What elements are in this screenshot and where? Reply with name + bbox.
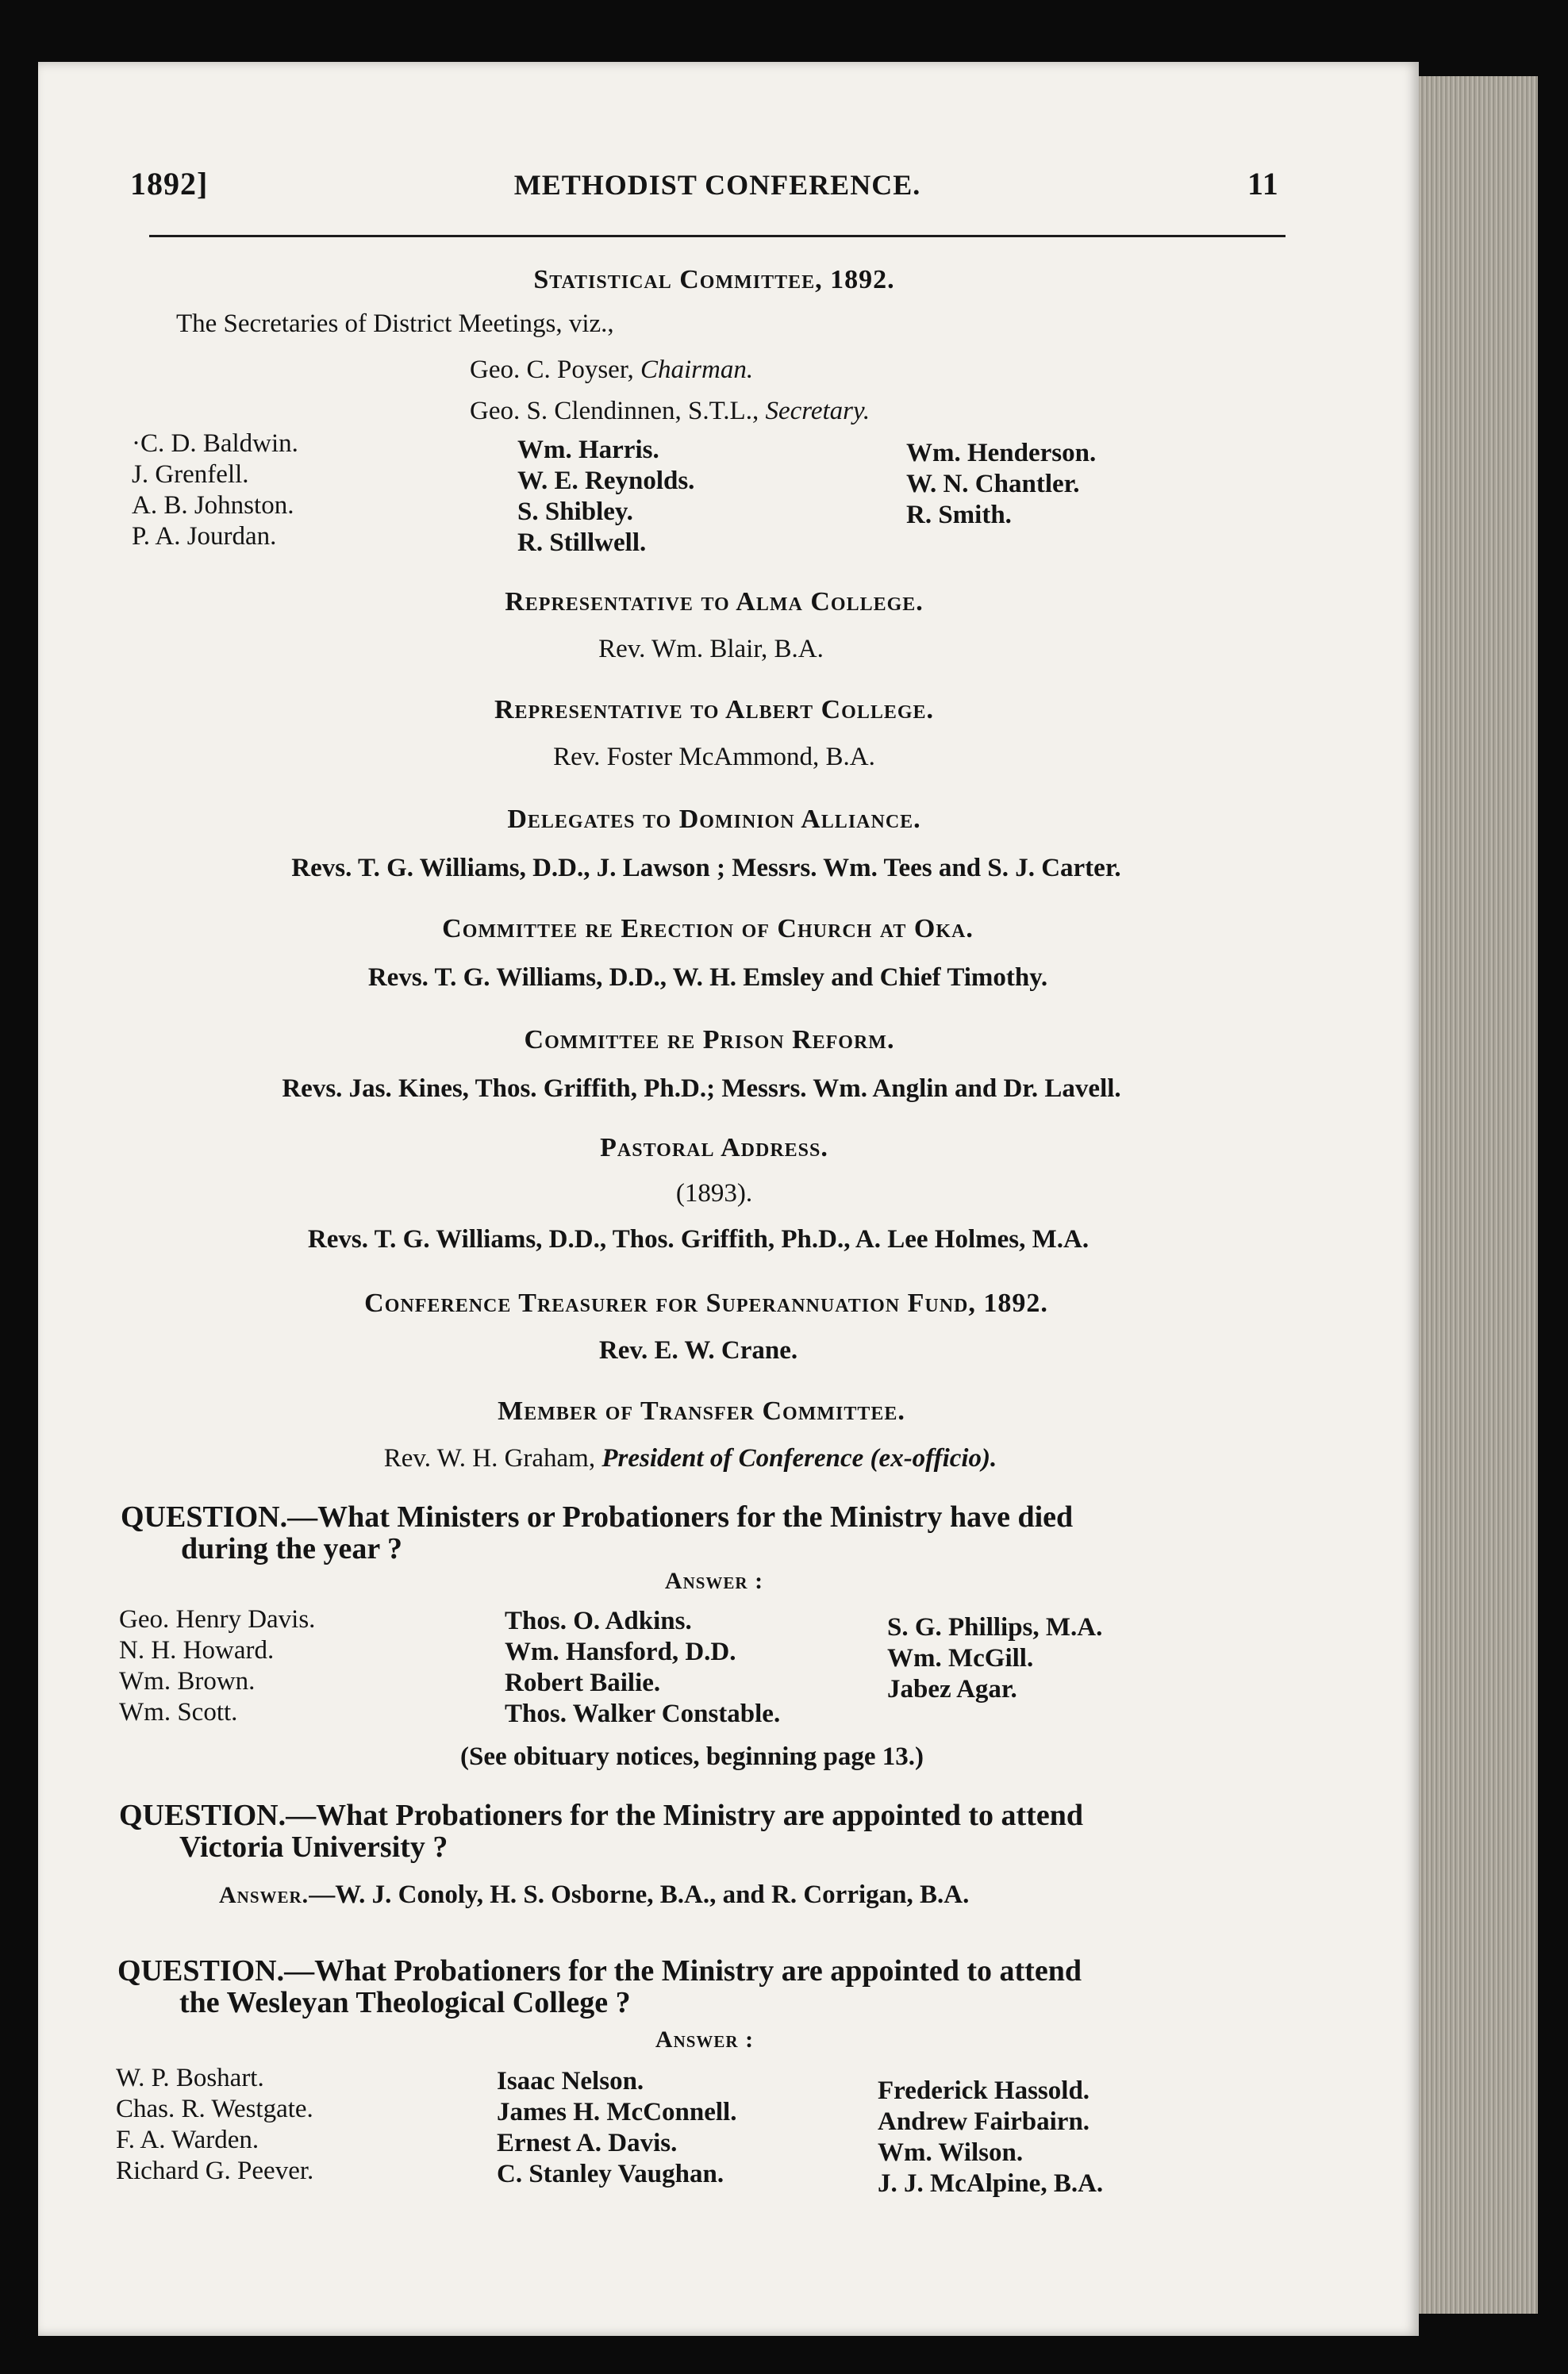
list-item: Wm. Scott. <box>119 1698 238 1727</box>
list-item: S. Shibley. <box>517 497 633 526</box>
transfer-line <box>384 1444 997 1473</box>
list-item: Thos. O. Adkins. <box>505 1607 692 1635</box>
list-item: R. Stillwell. <box>517 528 647 557</box>
list-item: Wm. Harris. <box>517 436 659 464</box>
list-item: R. Smith. <box>906 501 1012 529</box>
statistical-secretary <box>470 397 870 426</box>
statistical-intro: The Secretaries of District Meetings, viz., <box>176 309 614 338</box>
question-wesleyan-line-1: QUESTION.—What Probationers for the Ministry are appointed to attend <box>117 1954 1082 1988</box>
question-victoria-line-2: Victoria University ? <box>179 1830 448 1864</box>
transfer-role: President of Conference (ex-officio). <box>601 1444 997 1473</box>
list-item: Wm. Henderson. <box>906 439 1097 467</box>
list-item: Thos. Walker Constable. <box>505 1700 781 1728</box>
died-note: (See obituary notices, beginning page 13.) <box>460 1742 924 1771</box>
pastoral-names: Revs. T. G. Williams, D.D., Thos. Griffith, Ph.D., A. Lee Holmes, M.A. <box>307 1225 1090 1254</box>
victoria-answer <box>219 1880 969 1910</box>
statistical-col-2 <box>517 435 694 559</box>
page-edges <box>1419 76 1538 2314</box>
header-year: 1892] <box>130 166 209 202</box>
list-item: Wm. Brown. <box>119 1667 256 1696</box>
wesleyan-col-2 <box>497 2066 736 2190</box>
list-item: N. H. Howard. <box>119 1636 275 1665</box>
wesleyan-col-1 <box>116 2063 313 2187</box>
list-item: James H. McConnell. <box>497 2098 737 2126</box>
oka-heading: Committee re Erection of Church at Oka. <box>442 914 974 943</box>
alliance-heading: Delegates to Dominion Alliance. <box>507 805 921 834</box>
list-item: Geo. Henry Davis. <box>119 1605 316 1634</box>
statistical-col-1 <box>132 428 298 552</box>
list-item: Wm. Wilson. <box>878 2138 1024 2167</box>
list-item: Ernest A. Davis. <box>497 2129 678 2157</box>
secretary-name: Geo. S. Clendinnen, S.T.L., <box>470 397 759 425</box>
list-item: C. Stanley Vaughan. <box>497 2160 724 2188</box>
pastoral-year: (1893). <box>675 1179 753 1208</box>
oka-names: Revs. T. G. Williams, D.D., W. H. Emsley and Chief Timothy. <box>367 963 1048 992</box>
list-item: Andrew Fairbairn. <box>878 2107 1090 2136</box>
question-died-line-2: during the year ? <box>181 1532 403 1565</box>
question-died-line-1: QUESTION.—What Ministers or Probationers for the Ministry have died <box>121 1500 1074 1534</box>
header-title: METHODIST CONFERENCE. <box>513 169 921 201</box>
died-col-2 <box>505 1606 780 1730</box>
alliance-names: Revs. T. G. Williams, D.D., J. Lawson ; Messrs. Wm. Tees and S. J. Carter. <box>291 854 1121 882</box>
victoria-answer-label: Answer. <box>219 1882 309 1908</box>
transfer-heading: Member of Transfer Committee. <box>498 1396 905 1426</box>
statistical-col-3 <box>906 438 1096 531</box>
died-col-1 <box>119 1604 315 1728</box>
list-item: Wm. McGill. <box>887 1644 1034 1673</box>
list-item: Richard G. Peever. <box>116 2157 314 2185</box>
pastoral-heading: Pastoral Address. <box>600 1133 828 1162</box>
list-item: P. A. Jourdan. <box>132 522 277 551</box>
list-item: J. J. McAlpine, B.A. <box>878 2169 1104 2198</box>
treasurer-heading: Conference Treasurer for Superannuation Fund, 1892. <box>364 1289 1048 1318</box>
list-item: A. B. Johnston. <box>132 491 294 520</box>
alma-names: Rev. Wm. Blair, B.A. <box>598 635 824 663</box>
alma-heading: Representative to Alma College. <box>505 587 924 617</box>
header-page-number: 11 <box>1247 166 1279 202</box>
died-col-3 <box>887 1612 1102 1705</box>
question-victoria-line-1: QUESTION.—What Probationers for the Ministry are appointed to attend <box>119 1799 1083 1832</box>
transfer-name: Rev. W. H. Graham, <box>383 1444 596 1473</box>
list-item: J. Grenfell. <box>132 460 249 489</box>
victoria-answer-text: —W. J. Conoly, H. S. Osborne, B.A., and R. Corrigan, B.A. <box>309 1880 970 1909</box>
header-rule <box>149 235 1286 237</box>
list-item: F. A. Warden. <box>116 2126 259 2154</box>
question-wesleyan-line-2: the Wesleyan Theological College ? <box>179 1986 631 2019</box>
albert-heading: Representative to Albert College. <box>494 695 935 724</box>
list-item: Wm. Hansford, D.D. <box>505 1638 736 1666</box>
chairman-role: Chairman. <box>640 355 754 384</box>
wesleyan-col-3 <box>878 2076 1103 2199</box>
list-item: Robert Bailie. <box>505 1669 661 1697</box>
statistical-chairman <box>470 355 753 385</box>
list-item: Jabez Agar. <box>887 1675 1017 1704</box>
list-item: S. G. Phillips, M.A. <box>887 1613 1103 1642</box>
list-item: ·C. D. Baldwin. <box>132 429 298 458</box>
secretary-role: Secretary. <box>765 397 870 425</box>
died-answer-label: Answer : <box>664 1568 764 1594</box>
prison-heading: Committee re Prison Reform. <box>524 1025 895 1054</box>
list-item: Chas. R. Westgate. <box>116 2095 313 2123</box>
statistical-heading: Statistical Committee, 1892. <box>533 265 895 294</box>
list-item: W. E. Reynolds. <box>517 467 695 495</box>
albert-names: Rev. Foster McAmmond, B.A. <box>553 743 875 771</box>
prison-names: Revs. Jas. Kines, Thos. Griffith, Ph.D.; Messrs. Wm. Anglin and Dr. Lavell. <box>282 1074 1121 1103</box>
wesleyan-answer-label: Answer : <box>655 2026 755 2053</box>
list-item: W. N. Chantler. <box>906 470 1080 498</box>
list-item: Isaac Nelson. <box>497 2067 644 2095</box>
chairman-name: Geo. C. Poyser, <box>470 355 634 384</box>
list-item: W. P. Boshart. <box>116 2064 264 2092</box>
treasurer-names: Rev. E. W. Crane. <box>598 1336 798 1365</box>
list-item: Frederick Hassold. <box>878 2076 1090 2105</box>
